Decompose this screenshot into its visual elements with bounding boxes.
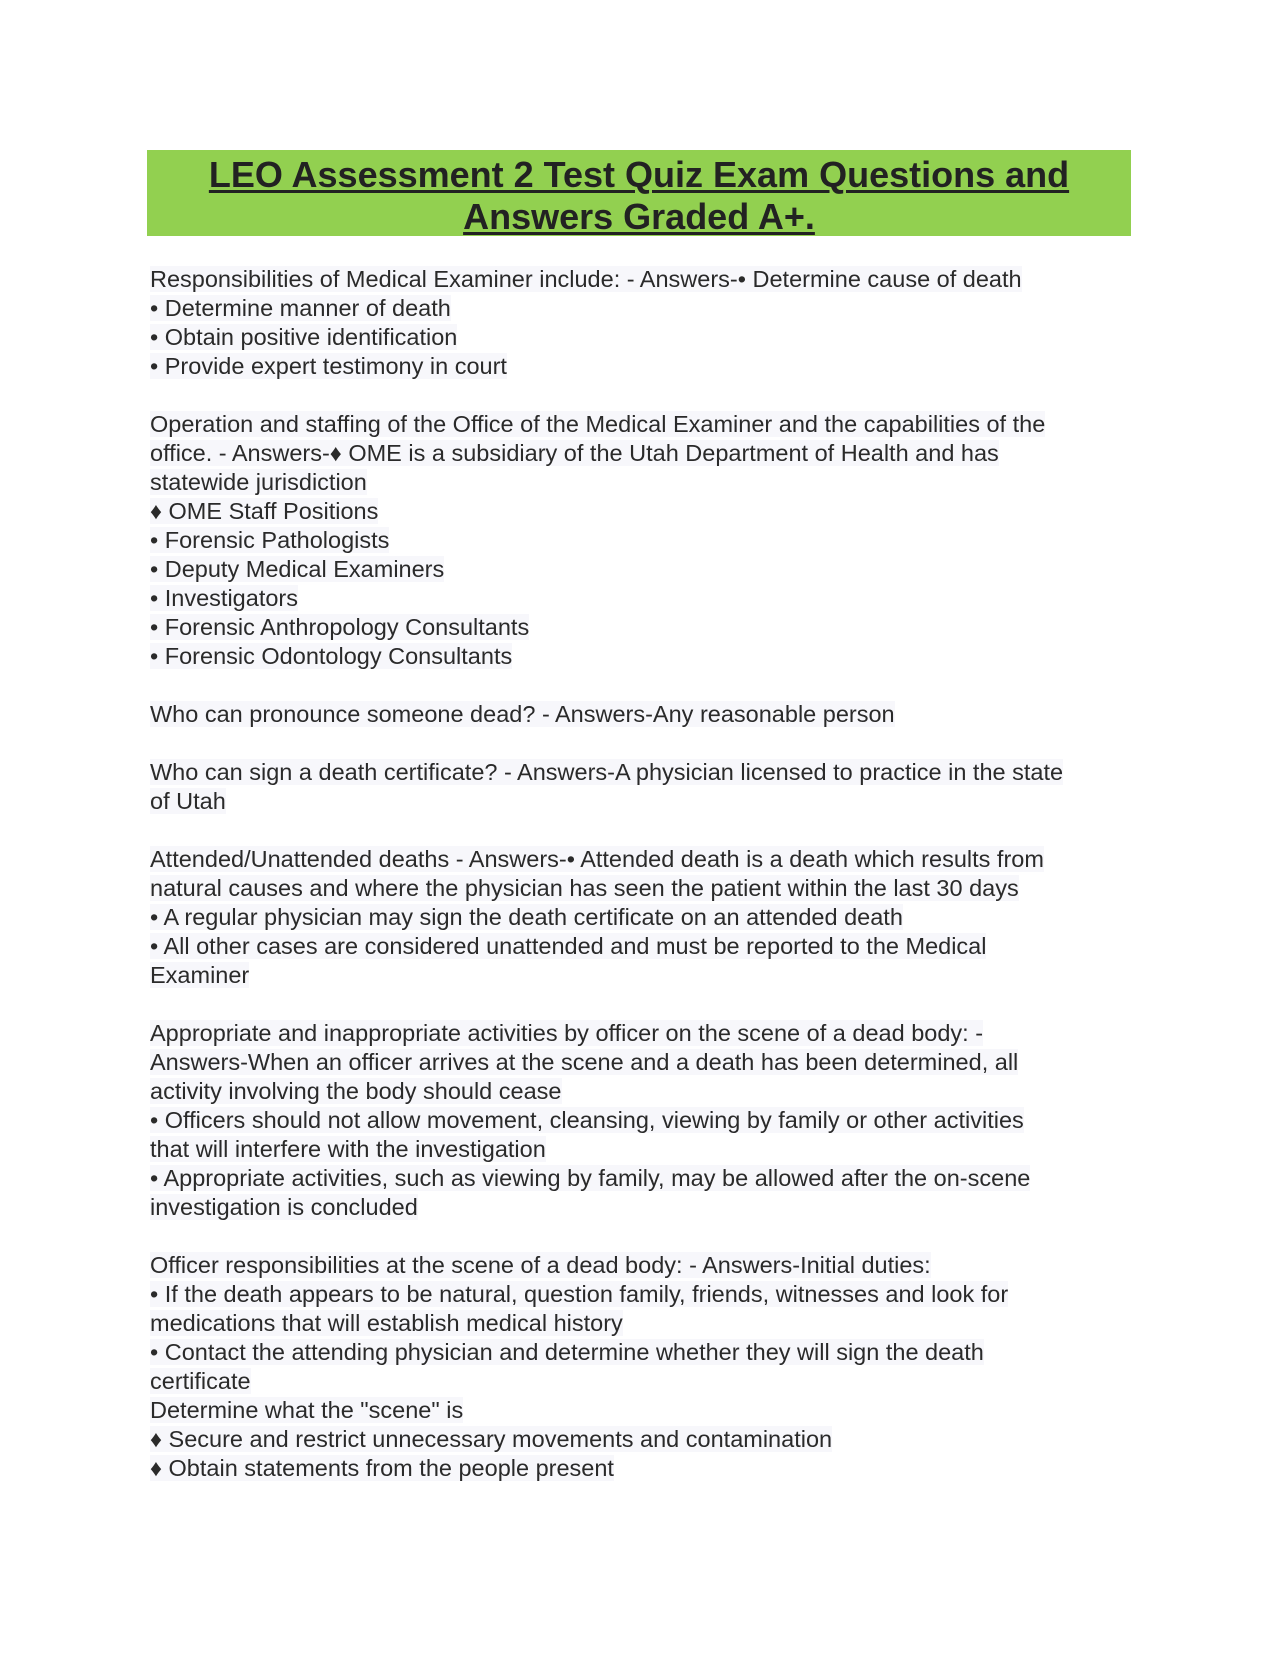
text-line xyxy=(150,1338,1140,1367)
text-line-content: ♦ Obtain statements from the people present xyxy=(150,1455,614,1481)
qa-block xyxy=(150,1019,1140,1222)
text-line xyxy=(150,961,1140,990)
text-line xyxy=(150,845,1140,874)
text-line-content: • Forensic Pathologists xyxy=(150,527,390,553)
text-line-content: Responsibilities of Medical Examiner include: - Answers-• Determine cause of death xyxy=(150,266,1022,292)
text-line-content: Operation and staffing of the Office of the Medical Examiner and the capabilities of the xyxy=(150,411,1046,437)
text-line xyxy=(150,1164,1140,1193)
text-line-content: office. - Answers-♦ OME is a subsidiary of the Utah Department of Health and has xyxy=(150,440,999,466)
text-line xyxy=(150,787,1140,816)
qa-block xyxy=(150,700,1140,729)
text-line xyxy=(150,874,1140,903)
text-line-content: Examiner xyxy=(150,962,250,988)
text-line-content: that will interfere with the investigation xyxy=(150,1136,546,1162)
text-line-content: • Contact the attending physician and determine whether they will sign the death xyxy=(150,1339,984,1365)
document-title-line-2: Answers Graded A+. xyxy=(463,196,815,237)
text-line-content: • Obtain positive identification xyxy=(150,324,458,350)
text-line-content: • Deputy Medical Examiners xyxy=(150,556,445,582)
text-line-content: • Forensic Anthropology Consultants xyxy=(150,614,530,640)
text-line-content: • Officers should not allow movement, cleansing, viewing by family or other activities xyxy=(150,1107,1024,1133)
text-line-content: investigation is concluded xyxy=(150,1194,418,1220)
text-line xyxy=(150,1077,1140,1106)
text-line xyxy=(150,700,1140,729)
text-line-content: ♦ OME Staff Positions xyxy=(150,498,379,524)
document-title-banner xyxy=(147,150,1131,236)
text-line xyxy=(150,439,1140,468)
text-line-content: • Forensic Odontology Consultants xyxy=(150,643,513,669)
text-line-content: Who can pronounce someone dead? - Answers-Any reasonable person xyxy=(150,701,895,727)
text-line xyxy=(150,1367,1140,1396)
text-line-content: Officer responsibilities at the scene of a dead body: - Answers-Initial duties: xyxy=(150,1252,931,1278)
qa-block xyxy=(150,1251,1140,1483)
text-line xyxy=(150,555,1140,584)
text-line xyxy=(150,1106,1140,1135)
text-line xyxy=(150,932,1140,961)
text-line xyxy=(150,410,1140,439)
text-line-content: Attended/Unattended deaths - Answers-• Attended death is a death which results from xyxy=(150,846,1044,872)
text-line xyxy=(150,613,1140,642)
text-line-content: certificate xyxy=(150,1368,251,1394)
text-line-content: activity involving the body should cease xyxy=(150,1078,562,1104)
text-line-content: Answers-When an officer arrives at the scene and a death has been determined, all xyxy=(150,1049,1019,1075)
text-line-content: • A regular physician may sign the death certificate on an attended death xyxy=(150,904,903,930)
qa-block xyxy=(150,845,1140,990)
text-line-content: • Determine manner of death xyxy=(150,295,451,321)
text-line-content: of Utah xyxy=(150,788,226,814)
text-line xyxy=(150,294,1140,323)
text-line xyxy=(150,1135,1140,1164)
text-line xyxy=(150,1280,1140,1309)
text-line xyxy=(150,1251,1140,1280)
text-line xyxy=(150,1019,1140,1048)
qa-block xyxy=(150,410,1140,671)
text-line-content: Who can sign a death certificate? - Answers-A physician licensed to practice in the state xyxy=(150,759,1064,785)
qa-block xyxy=(150,265,1140,381)
text-line-content: • If the death appears to be natural, question family, friends, witnesses and look for xyxy=(150,1281,1009,1307)
text-line xyxy=(150,265,1140,294)
text-line xyxy=(150,468,1140,497)
text-line xyxy=(150,497,1140,526)
text-line xyxy=(150,1309,1140,1338)
qa-block xyxy=(150,758,1140,816)
text-line-content: Determine what the "scene" is xyxy=(150,1397,464,1423)
text-line xyxy=(150,758,1140,787)
text-line xyxy=(150,903,1140,932)
document-title xyxy=(147,154,1131,238)
text-line-content: • All other cases are considered unattended and must be reported to the Medical xyxy=(150,933,987,959)
text-line xyxy=(150,584,1140,613)
text-line-content: medications that will establish medical history xyxy=(150,1310,623,1336)
text-line-content: natural causes and where the physician has seen the patient within the last 30 days xyxy=(150,875,1019,901)
text-line xyxy=(150,323,1140,352)
text-line xyxy=(150,1048,1140,1077)
text-line xyxy=(150,526,1140,555)
text-line-content: • Appropriate activities, such as viewing by family, may be allowed after the on-scene xyxy=(150,1165,1031,1191)
text-line-content: Appropriate and inappropriate activities by officer on the scene of a dead body: - xyxy=(150,1020,984,1046)
text-line xyxy=(150,1396,1140,1425)
document-title-line-1: LEO Assessment 2 Test Quiz Exam Questions and xyxy=(208,154,1070,195)
text-line xyxy=(150,642,1140,671)
text-line-content: ♦ Secure and restrict unnecessary movements and contamination xyxy=(150,1426,833,1452)
text-line xyxy=(150,1193,1140,1222)
document-body xyxy=(150,265,1140,1512)
text-line xyxy=(150,1425,1140,1454)
text-line xyxy=(150,1454,1140,1483)
text-line-content: • Investigators xyxy=(150,585,298,611)
text-line-content: • Provide expert testimony in court xyxy=(150,353,507,379)
text-line xyxy=(150,352,1140,381)
text-line-content: statewide jurisdiction xyxy=(150,469,367,495)
